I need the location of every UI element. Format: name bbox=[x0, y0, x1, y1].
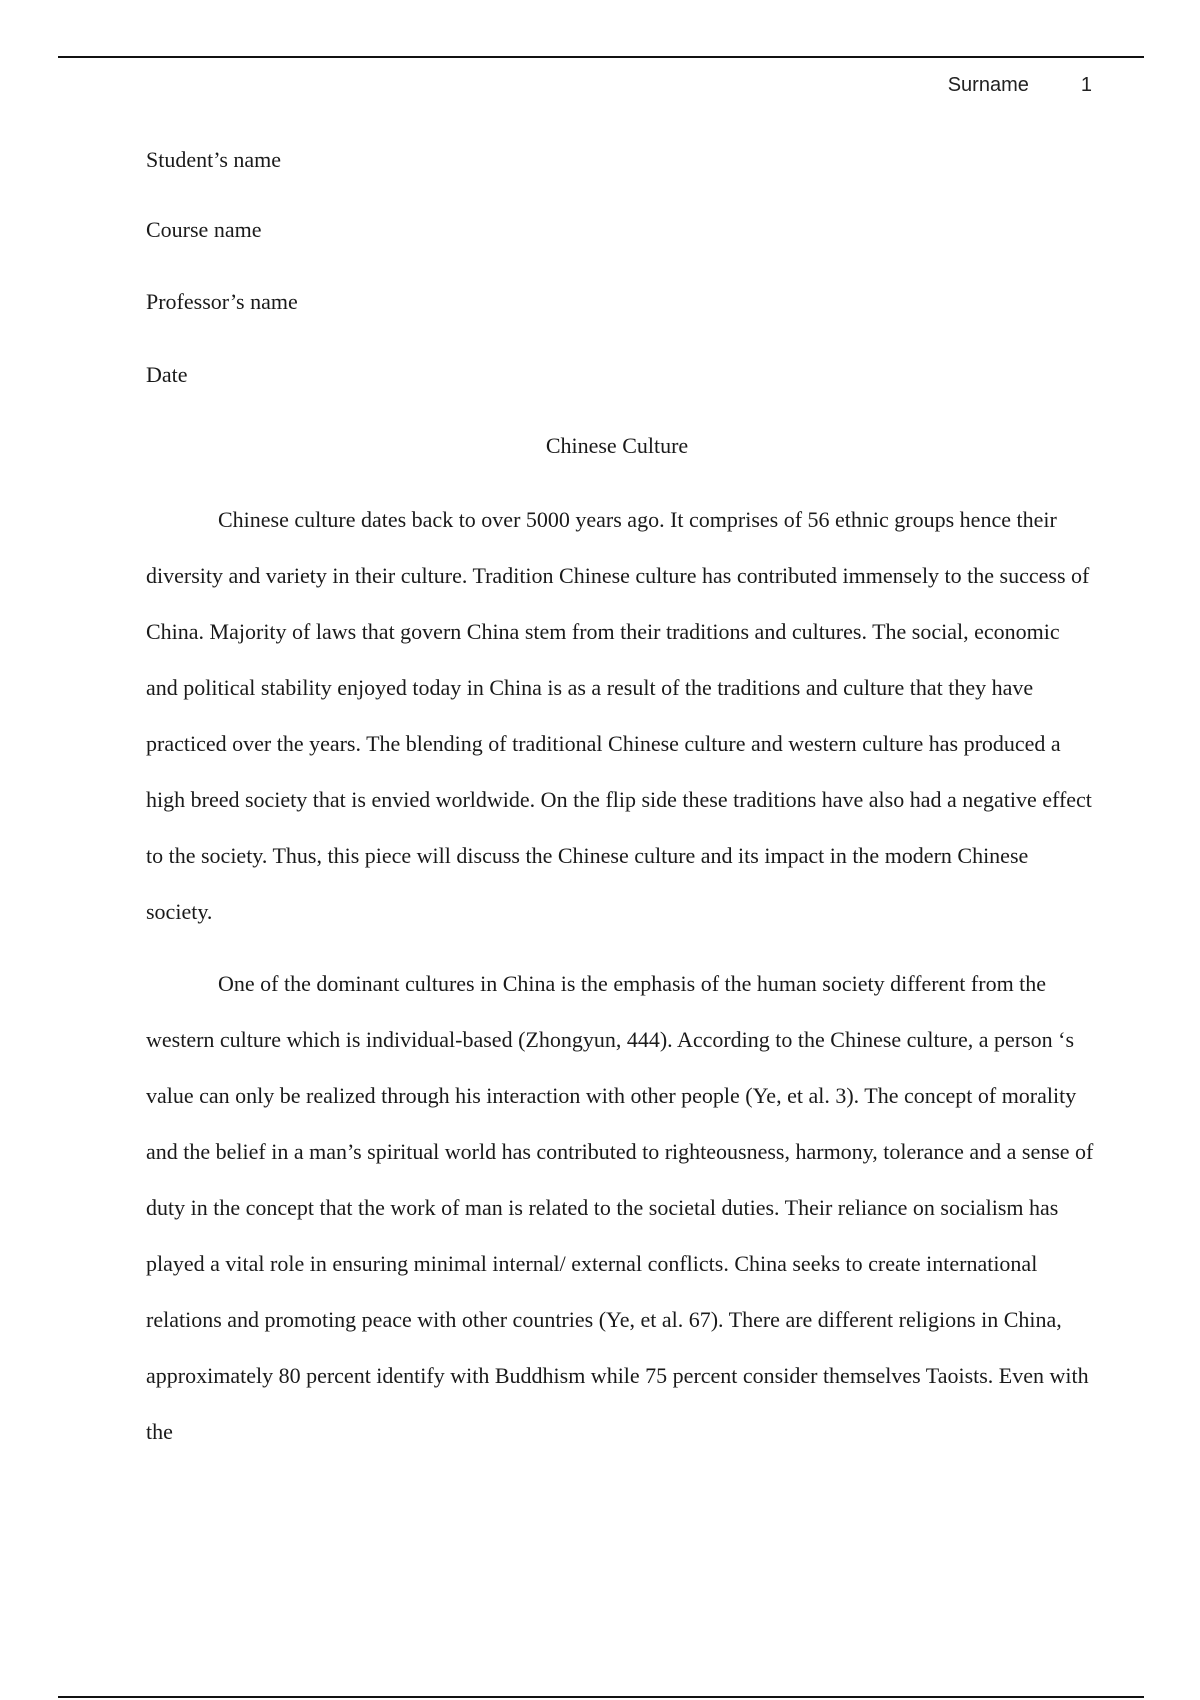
student-name: Student’s name bbox=[146, 147, 282, 172]
date-line: Date bbox=[146, 362, 188, 387]
page-top-rule bbox=[58, 56, 1144, 58]
header-page-number: 1 bbox=[1080, 74, 1092, 96]
body-paragraph-2 bbox=[146, 956, 1096, 1460]
professor-name: Professor’s name bbox=[146, 289, 298, 314]
paragraph-text: One of the dominant cultures in China is the emphasis of the human society different from the western culture which is individual-based (Zhongyun, 444). According to the Chinese culture, a person ‘s value can only be realized through his interaction with other people (Ye, et al. 3). The concept of morality and the belief in a man’s spiritual world has contributed to righteousness, harmony, tolerance and a sense of duty in the concept that the work of man is related to the societal duties. Their reliance on socialism has played a vital role in ensuring minimal internal/ external conflicts. China seeks to create international relations and promoting peace with other countries (Ye, et al. 67). There are different religions in China, approximately 80 percent identify with Buddhism while 75 percent consider themselves Taoists. Even with the bbox=[146, 971, 1094, 1444]
course-name: Course name bbox=[146, 217, 262, 242]
paragraph-text: Chinese culture dates back to over 5000 years ago. It comprises of 56 ethnic groups hence their diversity and variety in their culture. Tradition Chinese culture has contributed immensely to the success of China. Majority of laws that govern China stem from their traditions and cultures. The social, economic and political stability enjoyed today in China is as a result of the traditions and culture that they have practiced over the years. The blending of traditional Chinese culture and western culture has produced a high breed society that is envied worldwide. On the flip side these traditions have also had a negative effect to the society. Thus, this piece will discuss the Chinese culture and its impact in the modern Chinese society. bbox=[146, 507, 1092, 924]
document-title: Chinese Culture bbox=[545, 433, 689, 458]
page-bottom-rule bbox=[58, 1696, 1144, 1698]
header-surname: Surname bbox=[947, 74, 1029, 96]
body-paragraph-1 bbox=[146, 492, 1096, 940]
running-head bbox=[948, 74, 1092, 97]
